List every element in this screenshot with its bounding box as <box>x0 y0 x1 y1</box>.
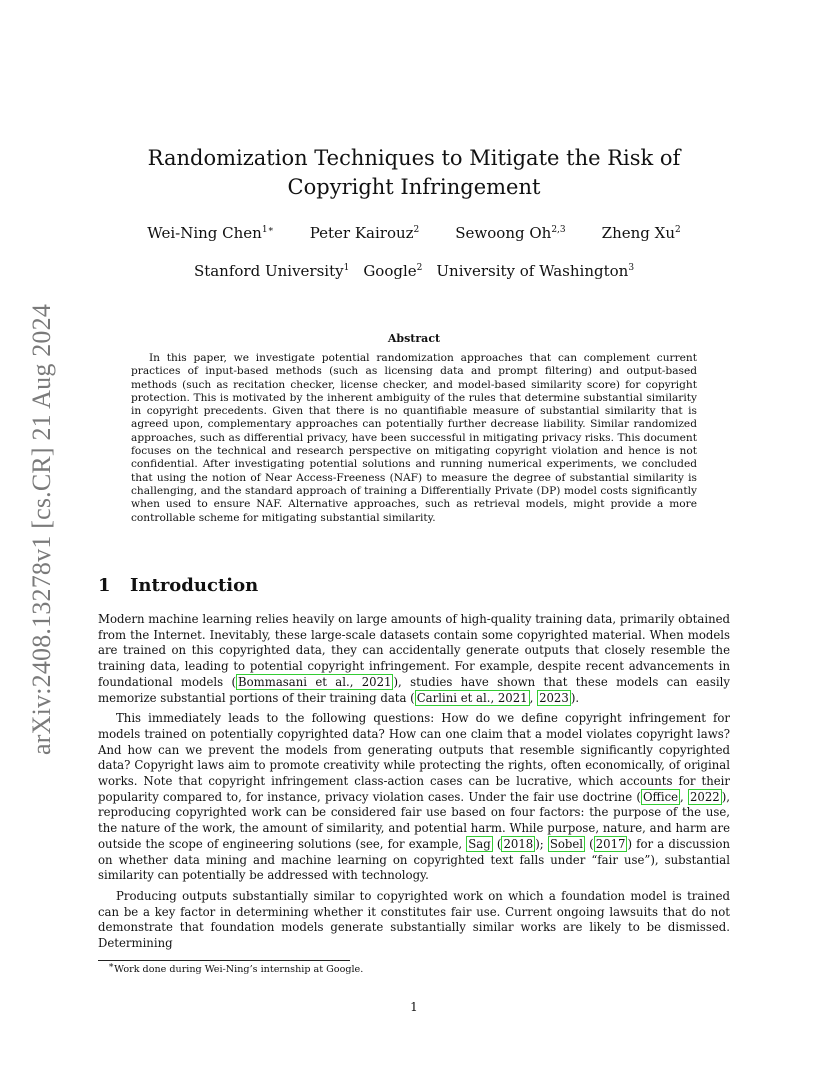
footnote: ∗Work done during Wei-Ning’s internship at Google. <box>108 960 364 975</box>
affiliation: Google$^2$ <box>363 262 423 280</box>
paragraph: Producing outputs substantially similar to copyrighted work on which a foundation model is trained can be a key factor in determining whether it constitutes fair use. Current ongoing lawsuits that do not demonstrate that foundation models generate substantially similar works are likely to be dismissed. Determining <box>98 888 730 951</box>
author-list <box>98 224 730 242</box>
citation-link[interactable]: Office <box>642 789 679 804</box>
abstract-heading: Abstract <box>387 332 441 345</box>
citation-link[interactable]: Carlini et al., 2021 <box>416 690 528 705</box>
section-heading-introduction <box>98 575 730 596</box>
section-number: 1 <box>98 575 111 596</box>
paragraph: This immediately leads to the following questions: How do we define copyright infringement for models trained on potentially copyrighted data? How can one claim that a model violates copyright laws? And how can we prevent the models from generating outputs that resemble significantly copyrighted data? Copyright laws aim to promote creativity while protecting the rights, often economically, of original works. Note that copyright infringement class-action cases can be lucrative, which accounts for their popularity compared to, for instance, privacy violation cases. Under the fair use doctrine ( Office , 2022 ), reproducing copyrighted work can be considered fair use based on four factors: the purpose of the use, the nature of the work, the amount of similarity, and potential harm. While purpose, nature, and harm are outside the scope of engineering solutions (see, for example, Sag ( 2018 ); Sobel ( 2017 ) for a discussion on whether data mining and machine learning on copyrighted text falls under “fair use”), substantial similarity can potentially be addressed with technology. <box>98 711 730 883</box>
section-title: Introduction <box>130 575 259 596</box>
citation-link[interactable]: Bommasani et al., 2021 <box>238 674 392 689</box>
affiliation: University of Washington$^3$ <box>436 262 635 280</box>
affiliation: Stanford University$^1$ <box>193 262 350 280</box>
citation-link[interactable]: Sag <box>468 836 491 851</box>
paper-title: Randomization Techniques to Mitigate the Risk of Copyright Infringement <box>147 146 681 199</box>
arxiv-identifier-stamp: arXiv:2408.13278v1 [cs.CR] 21 Aug 2024 <box>27 303 56 755</box>
author: Sewoong Oh$^{2,3}$ <box>455 224 566 242</box>
author: Peter Kairouz$^2$ <box>309 224 420 242</box>
author: Wei-Ning Chen$^{1∗}$ <box>147 224 274 242</box>
citation-link[interactable]: 2018 <box>503 836 534 851</box>
abstract-body: In this paper, we investigate potential randomization approaches that can complement current practices of input-based methods (such as licensing data and prompt filtering) and output-based methods (such as recitation checker, license checker, and model-based similarity score) for copyright protection. This is motivated by the inherent ambiguity of the rules that determine substantial similarity in copyright precedents. Given that there is no quantifiable measure of substantial similarity that is agreed upon, complementary approaches can potentially further decrease liability. Similar randomized approaches, such as differential privacy, have been successful in mitigating privacy risks. This document focuses on the technical and research perspective on mitigating copyright violation and hence is not confidential. After investigating potential solutions and running numerical experiments, we concluded that using the notion of Near Access-Freeness (NAF) to measure the degree of substantial similarity is challenging, and the standard approach of training a Differentially Private (DP) model costs significantly when used to ensure NAF. Alternative approaches, such as retrieval models, might provide a more controllable scheme for mitigating substantial similarity. <box>131 352 697 524</box>
citation-link[interactable]: 2023 <box>539 690 569 705</box>
affiliation-list <box>98 262 730 280</box>
citation-link[interactable]: 2017 <box>595 836 626 851</box>
paragraph: Modern machine learning relies heavily on large amounts of high-quality training data, primarily obtained from the Internet. Inevitably, these large-scale datasets contain some copyrighted material. When models are trained on this copyrighted data, they can accidentally generate outputs that closely resemble the training data, leading to potential copyright infringement. For example, despite recent advancements in foundational models ( Bommasani et al., 2021 ), studies have shown that these models can easily memorize substantial portions of their training data ( Carlini et al., 2021 , 2023 ). <box>98 612 730 705</box>
page-number: 1 <box>410 1000 418 1014</box>
author: Zheng Xu$^2$ <box>601 224 681 242</box>
footnote-divider <box>98 960 350 961</box>
citation-link[interactable]: 2022 <box>689 789 720 804</box>
citation-link[interactable]: Sobel <box>549 836 584 851</box>
introduction-body <box>98 612 730 957</box>
